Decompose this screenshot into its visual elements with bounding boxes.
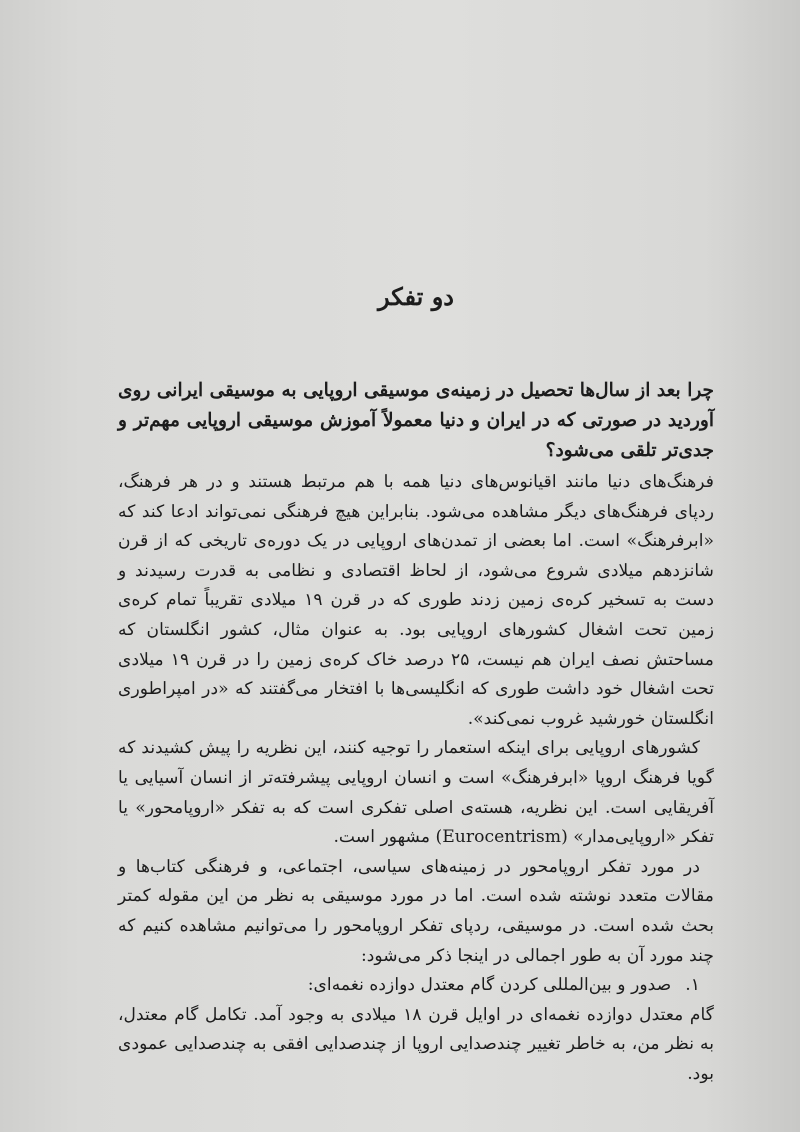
interview-question: چرا بعد از سال‌ها تحصیل در زمینه‌ی موسیقی اروپایی به موسیقی ایرانی روی آوردید در صورتی که در ایران و دنیا معمولاً آموزش موسیقی اروپایی مهم‌تر و جدی‌تر تلقی می‌شود؟ — [118, 380, 714, 461]
list-item — [118, 971, 714, 1001]
list-item-text: صدور و بین‌المللی کردن گام معتدل دوازده نغمه‌ای: — [307, 975, 672, 996]
book-page — [118, 280, 714, 1089]
paragraph-eurocentrism-music: در مورد تفکر اروپامحور در زمینه‌های سیاسی، اجتماعی، و فرهنگی کتاب‌ها و مقالات متعدد نوشته شده است. اما در مورد موسیقی به نظر من این مقوله کمتر بحث شده است. در موسیقی، ردپای تفکر اروپامحور را می‌توانیم مشاهده کنیم که چند مورد آن به طور اجمالی در اینجا ذکر می‌شود: — [118, 856, 714, 966]
list-item-number: ۱. — [685, 975, 700, 996]
paragraph-cultures: فرهنگ‌های دنیا مانند اقیانوس‌های دنیا همه با هم مرتبط هستند و در هر فرهنگ، ردپای فرهنگ‌های دیگر مشاهده می‌شود. بنابراین هیچ فرهنگی نمی‌تواند ادعا کند که «ابرفرهنگ» است. اما بعضی از تمدن‌های اروپایی در یک دوره‌ی تاریخی که از قرن شانزدهم میلادی شروع می‌شود، از لحاظ اقتصادی و نظامی به قدرت رسیدند و دست به تسخیر کره‌ی زمین زدند طوری که در قرن ۱۹ میلادی تقریباً تمام کره‌ی زمین تحت اشغال کشورهای اروپایی بود. به عنوان مثال، کشور انگلستان که مساحتش نصف ایران هم نیست، ۲۵ درصد خاک کره‌ی زمین را در قرن ۱۹ میلادی تحت اشغال خود داشت طوری که انگلیسی‌ها با افتخار می‌گفتند که «در امپراطوری انگلستان خورشید غروب نمی‌کند». — [118, 472, 715, 729]
show-through-text — [115, 140, 715, 272]
paragraph-tempered-scale: گام معتدل دوازده نغمه‌ای در اوایل قرن ۱۸ میلادی به وجود آمد. تکامل گام معتدل، به نظر من، به خاطر تغییر چندصدایی اروپا از چندصدایی افقی به چندصدایی عمودی بود. — [118, 1004, 714, 1084]
chapter-title: دو تفکر — [378, 282, 454, 311]
paragraph-colonialism: کشورهای اروپایی برای اینکه استعمار را توجیه کنند، این نظریه را پیش کشیدند که گویا فرهنگ اروپا «ابرفرهنگ» است و انسان اروپایی پیشرفته‌تر از انسان آسیایی یا آفریقایی است. این نظریه، هسته‌ی اصلی تفکری است که به تفکر «اروپامحور» یا تفکر «اروپایی‌مدار» (Eurocentrism) مشهور است. — [118, 738, 714, 848]
